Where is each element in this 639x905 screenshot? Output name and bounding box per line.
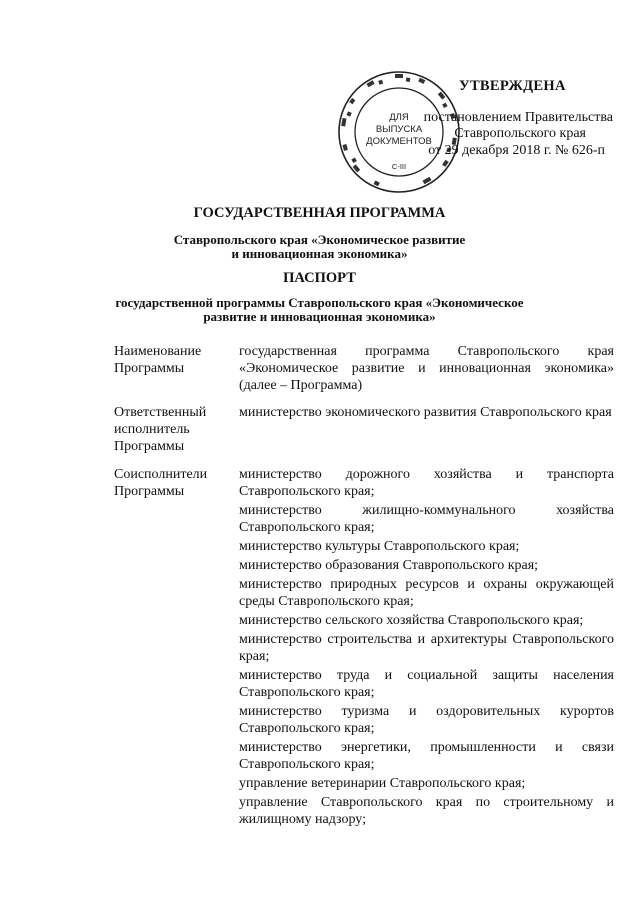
coexecutor-item: министерство дорожного хозяйства и транспорта Ставропольского края;	[239, 467, 614, 499]
row-value	[239, 343, 614, 396]
row-label	[114, 466, 226, 500]
row-value-text: министерство экономического развития Ставропольского края	[239, 405, 612, 420]
coexecutor-item: управление ветеринарии Ставропольского края;	[239, 776, 526, 791]
coexecutor-item: министерство труда и социальной защиты населения Ставропольского края;	[239, 668, 614, 700]
row-label-line: исполнитель	[114, 422, 190, 437]
row-label-line: Программы	[114, 439, 185, 454]
decree-line-1: постановлением Правительства	[423, 110, 613, 125]
coexecutor-item: министерство природных ресурсов и охраны окружающей среды Ставропольского края;	[239, 577, 614, 609]
row-value	[239, 466, 614, 830]
row-label-line: Соисполнители	[114, 467, 208, 482]
row-label-line: Наименование	[114, 344, 202, 359]
passport-subtitle-line-1: государственной программы Ставропольского края «Экономическое	[115, 295, 524, 310]
coexecutor-item: управление Ставропольского края по строительному и жилищному надзору;	[239, 795, 614, 827]
row-label	[114, 343, 226, 377]
seal-bottom-mark: С-III	[391, 162, 407, 171]
seal-center-line-1: ДЛЯ	[389, 112, 409, 123]
program-subtitle-line-1: Ставропольского края «Экономическое развитие	[173, 232, 466, 247]
coexecutor-item: министерство строительства и архитектуры Ставропольского края;	[239, 632, 614, 664]
decree-line-3: от 29 декабря 2018 г. № 626-п	[428, 143, 605, 158]
program-subtitle	[60, 233, 579, 261]
program-subtitle-line-2: и инновационная экономика»	[231, 246, 408, 261]
approved-heading: УТВЕРЖДЕНА	[459, 78, 566, 94]
row-value	[239, 404, 614, 423]
passport-subtitle-line-2: развитие и инновационная экономика»	[203, 309, 436, 324]
program-title: ГОСУДАРСТВЕННАЯ ПРОГРАММА	[193, 205, 446, 221]
coexecutor-item: министерство образования Ставропольского края;	[239, 558, 539, 573]
seal-center-line-3: ДОКУМЕНТОВ	[366, 136, 432, 147]
row-label	[114, 404, 226, 455]
row-value-text: государственная программа Ставропольского края «Экономическое развитие и инновационная экономика» (далее – Программа)	[239, 344, 614, 393]
coexecutor-item: министерство энергетики, промышленности и связи Ставропольского края;	[239, 740, 614, 772]
passport-heading: ПАСПОРТ	[283, 270, 356, 286]
coexecutor-item: министерство жилищно-коммунального хозяйства Ставропольского края;	[239, 503, 614, 535]
seal-center-line-2: ВЫПУСКА	[375, 124, 423, 135]
row-label-line: Ответственный	[114, 405, 207, 420]
coexecutor-item: министерство сельского хозяйства Ставропольского края;	[239, 613, 584, 628]
row-label-line: Программы	[114, 484, 185, 499]
row-label-line: Программы	[114, 361, 185, 376]
coexecutor-item: министерство туризма и оздоровительных курортов Ставропольского края;	[239, 704, 614, 736]
passport-subtitle	[60, 296, 579, 324]
decree-line-2: Ставропольского края	[454, 126, 586, 141]
coexecutor-item: министерство культуры Ставропольского края;	[239, 539, 520, 554]
